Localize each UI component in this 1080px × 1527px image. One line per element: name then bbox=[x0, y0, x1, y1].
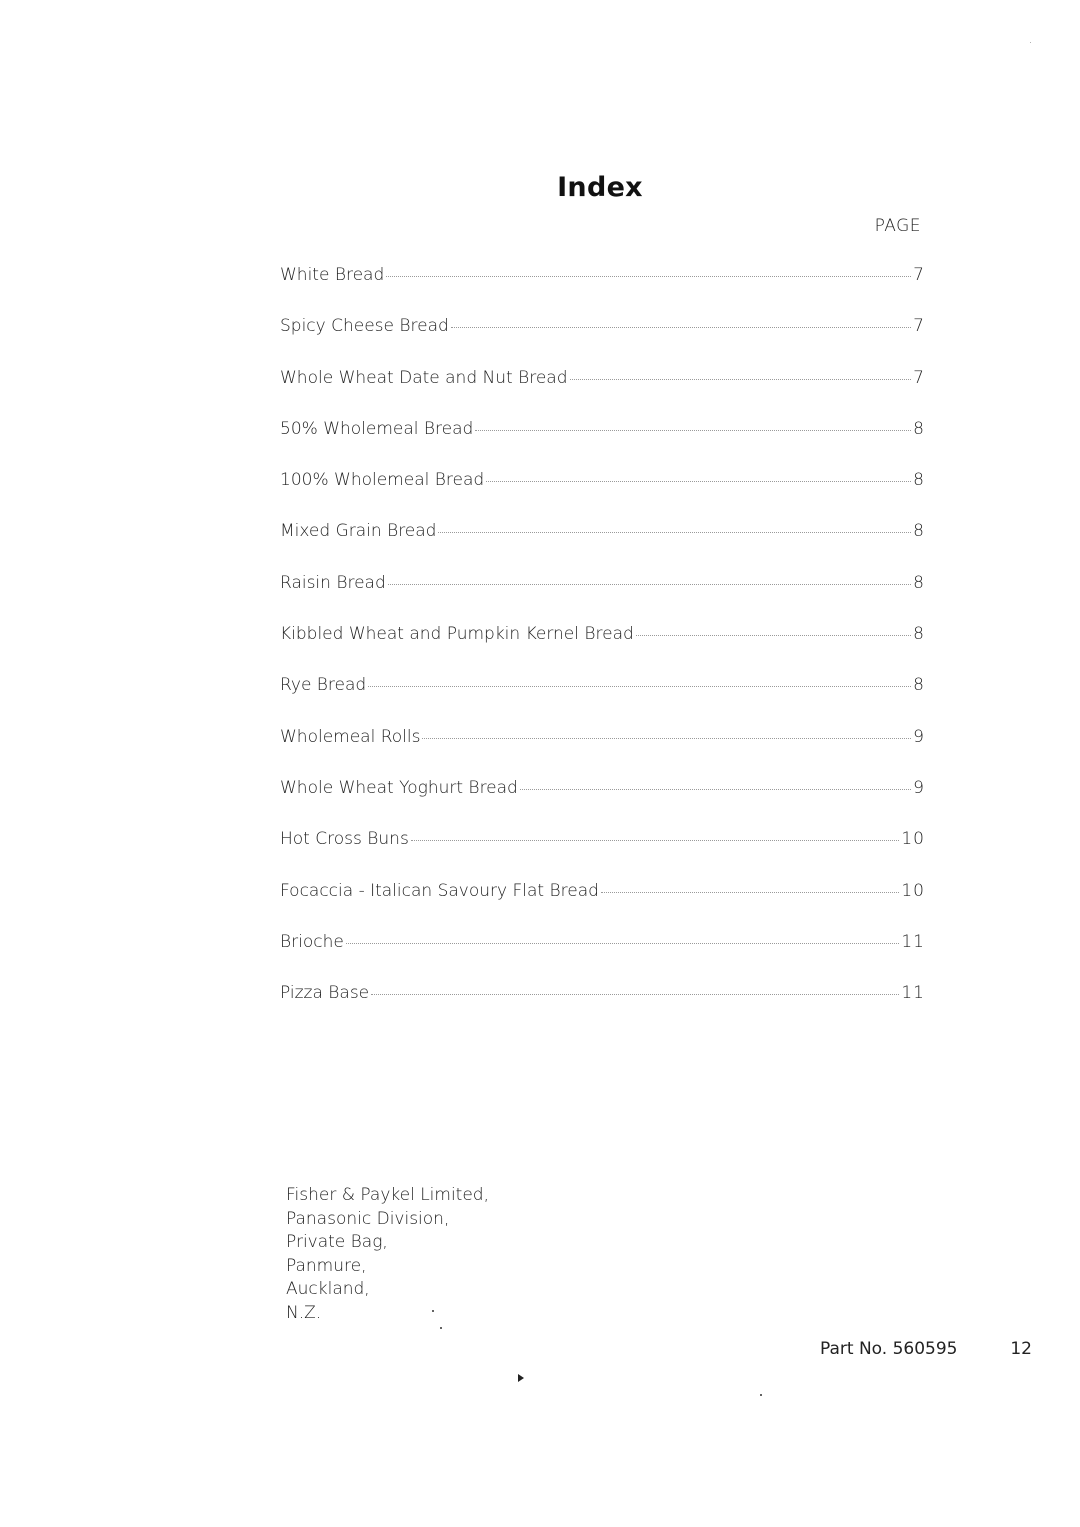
index-entry-title: Raisin Bread bbox=[280, 572, 386, 593]
dot-leader bbox=[451, 327, 911, 328]
index-entry-page: 10 bbox=[901, 880, 925, 901]
dot-leader bbox=[388, 584, 911, 585]
dot-leader bbox=[486, 481, 911, 482]
index-entry-page: 8 bbox=[913, 470, 925, 491]
address-line: Private Bag, bbox=[286, 1232, 388, 1253]
index-entry-title: Pizza Base bbox=[280, 983, 370, 1004]
page-column-label: PAGE bbox=[874, 216, 921, 236]
index-entry-page: 8 bbox=[913, 675, 925, 696]
index-entry bbox=[280, 368, 925, 419]
index-entry bbox=[280, 778, 925, 829]
index-entry bbox=[280, 316, 925, 367]
dot-leader bbox=[438, 532, 911, 533]
index-entry bbox=[280, 829, 925, 880]
index-entry-page: 8 bbox=[913, 418, 925, 439]
index-entry-page: 8 bbox=[913, 572, 925, 593]
dot-leader bbox=[601, 892, 899, 893]
address-line: Panasonic Division, bbox=[286, 1208, 450, 1229]
index-entry bbox=[280, 419, 925, 470]
index-entry-title: Rye Bread bbox=[280, 675, 367, 696]
index-entry-page: 11 bbox=[901, 931, 925, 952]
scan-speck bbox=[440, 1327, 442, 1329]
index-entry bbox=[280, 983, 925, 1034]
dot-leader bbox=[411, 840, 900, 841]
company-address bbox=[286, 1184, 489, 1326]
index-entry-page: 9 bbox=[913, 726, 925, 747]
index-entry-page: 7 bbox=[913, 316, 925, 337]
page-number: 12 bbox=[1010, 1339, 1032, 1359]
index-entry-title: Whole Wheat Yoghurt Bread bbox=[280, 777, 518, 798]
index-entry-title: Whole Wheat Date and Nut Bread bbox=[280, 367, 568, 388]
index-entry bbox=[280, 265, 925, 316]
index-entry bbox=[280, 727, 925, 778]
dot-leader bbox=[386, 276, 911, 277]
dot-leader bbox=[570, 379, 912, 380]
index-entry bbox=[280, 624, 925, 675]
index-entry-title: Hot Cross Buns bbox=[280, 829, 409, 850]
page-footer bbox=[820, 1339, 1032, 1359]
scan-speck bbox=[518, 1374, 524, 1382]
page-title: Index bbox=[557, 172, 643, 203]
address-line: Panmure, bbox=[286, 1255, 367, 1276]
dot-leader bbox=[368, 686, 911, 687]
address-line: N.Z. bbox=[286, 1302, 322, 1323]
dot-leader bbox=[475, 430, 911, 431]
index-entry-title: Focaccia - Italican Savoury Flat Bread bbox=[280, 880, 599, 901]
scan-speck bbox=[432, 1310, 434, 1312]
address-line: Auckland, bbox=[286, 1279, 370, 1300]
index-entry-page: 7 bbox=[913, 367, 925, 388]
index-entry bbox=[280, 470, 925, 521]
index-entry-page: 8 bbox=[913, 624, 925, 645]
index-entry-title: 100% Wholemeal Bread bbox=[280, 470, 485, 491]
part-number: Part No. 560595 bbox=[820, 1339, 958, 1359]
index-entry-page: 10 bbox=[901, 829, 925, 850]
index-entry bbox=[280, 881, 925, 932]
scan-speck bbox=[760, 1394, 762, 1396]
index-entry-title: Kibbled Wheat and Pumpkin Kernel Bread bbox=[280, 624, 634, 645]
index-entry-title: Brioche bbox=[280, 931, 344, 952]
index-entry-title: Spicy Cheese Bread bbox=[280, 316, 449, 337]
index-entry bbox=[280, 573, 925, 624]
index-entry bbox=[280, 675, 925, 726]
dot-leader bbox=[636, 635, 911, 636]
index-entry-page: 11 bbox=[901, 983, 925, 1004]
dot-leader bbox=[422, 738, 911, 739]
index-list bbox=[280, 265, 925, 1034]
index-entry bbox=[280, 521, 925, 572]
index-entry-page: 8 bbox=[913, 521, 925, 542]
dot-leader bbox=[346, 943, 900, 944]
index-entry bbox=[280, 932, 925, 983]
index-entry-title: 50% Wholemeal Bread bbox=[280, 418, 474, 439]
address-line: Fisher & Paykel Limited, bbox=[286, 1185, 489, 1205]
index-entry-page: 9 bbox=[913, 777, 925, 798]
index-entry-title: White Bread bbox=[280, 265, 385, 285]
index-entry-title: Wholemeal Rolls bbox=[280, 726, 421, 747]
index-entry-title: Mixed Grain Bread bbox=[280, 521, 437, 542]
scan-speck bbox=[1030, 42, 1031, 43]
index-entry-page: 7 bbox=[913, 265, 925, 285]
dot-leader bbox=[371, 994, 899, 995]
dot-leader bbox=[520, 789, 911, 790]
